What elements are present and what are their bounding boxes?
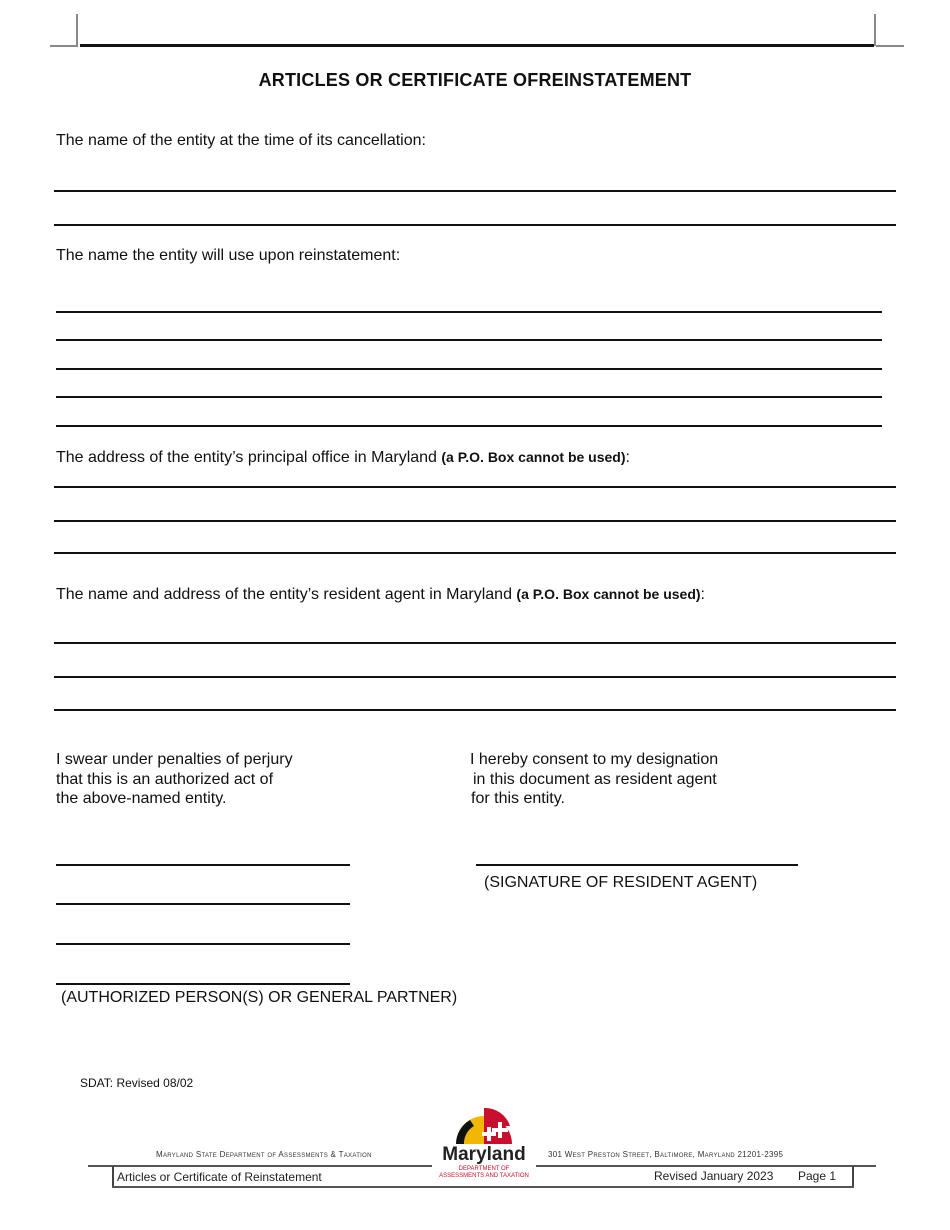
- principal-office-line-3[interactable]: [54, 552, 896, 554]
- perjury-statement: [56, 750, 293, 809]
- reinstatement-name-line-5[interactable]: [56, 425, 882, 427]
- reinstatement-name-line-2[interactable]: [56, 339, 882, 341]
- revision-note: SDAT: Revised 08/02: [80, 1076, 194, 1090]
- cancellation-name-label: The name of the entity at the time of its cancellation:: [56, 132, 426, 149]
- principal-office-note: (a P.O. Box cannot be used): [441, 449, 626, 465]
- consent-line: in this document as resident agent: [473, 770, 717, 788]
- resident-agent-suffix: :: [700, 586, 705, 603]
- agent-consent-statement: [470, 750, 718, 809]
- logo-sub-line-2: ASSESSMENTS AND TAXATION: [439, 1173, 529, 1179]
- corner-mark-left: [50, 45, 78, 47]
- principal-office-line-1[interactable]: [54, 486, 896, 488]
- corner-mark-right-v: [874, 14, 876, 46]
- agency-address: 301 West Preston Street, Baltimore, Maryland 21201-2395: [548, 1150, 784, 1159]
- principal-office-line-2[interactable]: [54, 520, 896, 522]
- perjury-line: that this is an authorized act of: [56, 770, 274, 788]
- agency-name: Maryland State Department of Assessments & Taxation: [156, 1150, 372, 1159]
- principal-office-suffix: :: [625, 449, 630, 466]
- resident-agent-label-text: The name and address of the entity’s resident agent in Maryland: [56, 586, 517, 603]
- resident-agent-line-1[interactable]: [54, 642, 896, 644]
- logo-sub-line-1: DEPARTMENT OF: [458, 1166, 510, 1172]
- agent-signature-line[interactable]: [476, 864, 798, 866]
- consent-line: I hereby consent to my designation: [470, 751, 719, 768]
- perjury-line: I swear under penalties of perjury: [56, 751, 293, 768]
- reinstatement-name-label: The name the entity will use upon reinstatement:: [56, 247, 401, 264]
- cancellation-name-line-1[interactable]: [54, 190, 896, 192]
- resident-agent-note: (a P.O. Box cannot be used): [516, 586, 701, 602]
- page-title: ARTICLES OR CERTIFICATE OFREINSTATEMENT: [258, 70, 692, 90]
- principal-office-label: [56, 447, 630, 468]
- consent-line: for this entity.: [471, 790, 565, 807]
- resident-agent-label: [56, 584, 705, 605]
- top-rule: [80, 44, 874, 47]
- cancellation-name-line-2[interactable]: [54, 224, 896, 226]
- footer-revised: Revised January 2023: [654, 1169, 774, 1183]
- authorized-signature-line-2[interactable]: [56, 903, 350, 905]
- authorized-signature-caption: (AUTHORIZED PERSON(S) OR GENERAL PARTNER): [61, 989, 458, 1006]
- reinstatement-name-line-3[interactable]: [56, 368, 882, 370]
- reinstatement-name-line-1[interactable]: [56, 311, 882, 313]
- perjury-line: the above-named entity.: [56, 790, 227, 807]
- resident-agent-line-3[interactable]: [54, 709, 896, 711]
- corner-mark-left-v: [76, 14, 78, 46]
- reinstatement-name-line-4[interactable]: [56, 396, 882, 398]
- footer-bottom-rule: [112, 1186, 854, 1188]
- authorized-signature-line-4[interactable]: [56, 983, 350, 985]
- authorized-signature-line-3[interactable]: [56, 943, 350, 945]
- footer-page-number: Page 1: [798, 1169, 837, 1183]
- resident-agent-line-2[interactable]: [54, 676, 896, 678]
- principal-office-label-text: The address of the entity’s principal office in Maryland: [56, 449, 442, 466]
- authorized-signature-line-1[interactable]: [56, 864, 350, 866]
- corner-mark-right: [876, 45, 904, 47]
- footer-doc-name: Articles or Certificate of Reinstatement: [117, 1170, 322, 1184]
- maryland-flag-icon: [452, 1104, 516, 1146]
- agent-signature-caption: (SIGNATURE OF RESIDENT AGENT): [484, 874, 758, 891]
- logo-word: Maryland: [442, 1144, 526, 1165]
